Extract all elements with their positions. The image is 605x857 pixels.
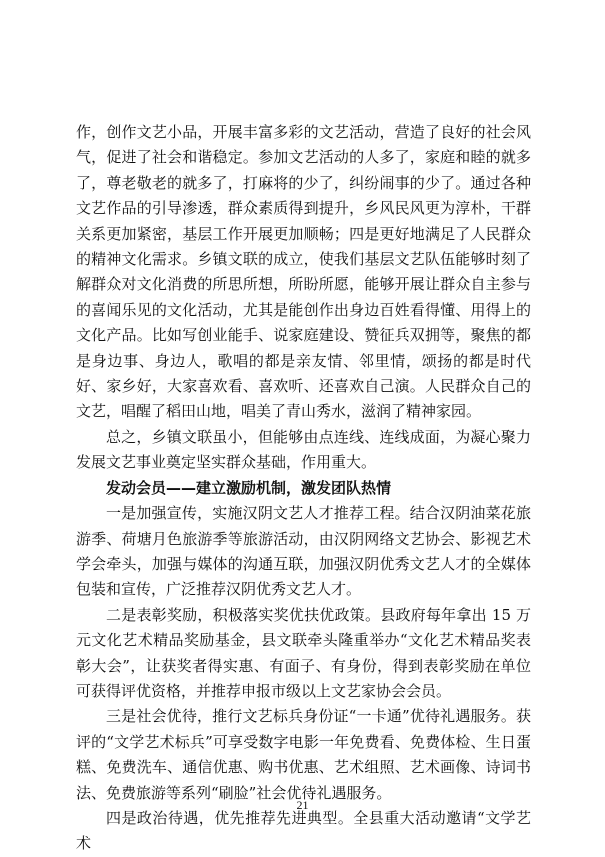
- body-paragraph: 三是社会优待，推行文艺标兵身份证“一卡通”优待礼遇服务。获评的“文学艺术标兵”可享受数字电影一年免费看、免费体检、生日蛋糕、免费洗车、通信优惠、购书优惠、艺术组照、艺术画像、诗词书法、免费旅游等系列“刷脸”社会优待礼遇服务。: [76, 707, 531, 802]
- section-heading: 发动会员——建立激励机制，激发团队热情: [106, 478, 392, 497]
- page-number: 21: [296, 798, 309, 812]
- body-paragraph: 四是政治待遇，优先推荐先进典型。全县重大活动邀请“文学艺术: [76, 808, 531, 853]
- document-body: [76, 120, 531, 857]
- body-paragraph: 总之，乡镇文联虽小，但能够由点连线、连线成面，为凝心聚力发展文艺事业奠定坚实群众基础，作用重大。: [76, 427, 531, 472]
- body-paragraph: 二是表彰奖励，积极落实奖优扶优政策。县政府每年拿出 15 万元文化艺术精品奖励基金，县文联牵头隆重举办“文化艺术精品奖表彰大会”，让获奖者得实惠、有面子、有身份，得到表彰奖励在单位可获得评优资格，并推荐申报市级以上文艺家协会会员。: [76, 605, 531, 700]
- body-paragraph: 作，创作文艺小品，开展丰富多彩的文艺活动，营造了良好的社会风气，促进了社会和谐稳定。参加文艺活动的人多了，家庭和睦的就多了，尊老敬老的就多了，打麻将的少了，纠纷闹事的少了。通过各种文艺作品的引导渗透，群众素质得到提升，乡风民风更为淳朴，干群关系更加紧密，基层工作开展更加顺畅；四是更好地满足了人民群众的精神文化需求。乡镇文联的成立，使我们基层文艺队伍能够时刻了解群众对文化消费的所思所想，所盼所愿，能够开展让群众自主参与的喜闻乐见的文化活动，尤其是能创作出身边百姓看得懂、用得上的文化产品。比如写创业能手、说家庭建设、赞征兵双拥等，聚焦的都是身边事、身边人，歌唱的都是亲友情、邻里情，颂扬的都是时代好、家乡好，大家喜欢看、喜欢听、还喜欢自己演。人民群众自己的文艺，唱醒了稻田山地，唱美了青山秀水，滋润了精神家园。: [76, 123, 531, 421]
- body-paragraph: 一是加强宣传，实施汉阴文艺人才推荐工程。结合汉阴油菜花旅游季、荷塘月色旅游季等旅游活动，由汉阴网络文艺协会、影视艺术学会牵头，加强与媒体的沟通互联，加强汉阴优秀文艺人才的全媒体包装和宣传，广泛推荐汉阴优秀文艺人才。: [76, 504, 531, 599]
